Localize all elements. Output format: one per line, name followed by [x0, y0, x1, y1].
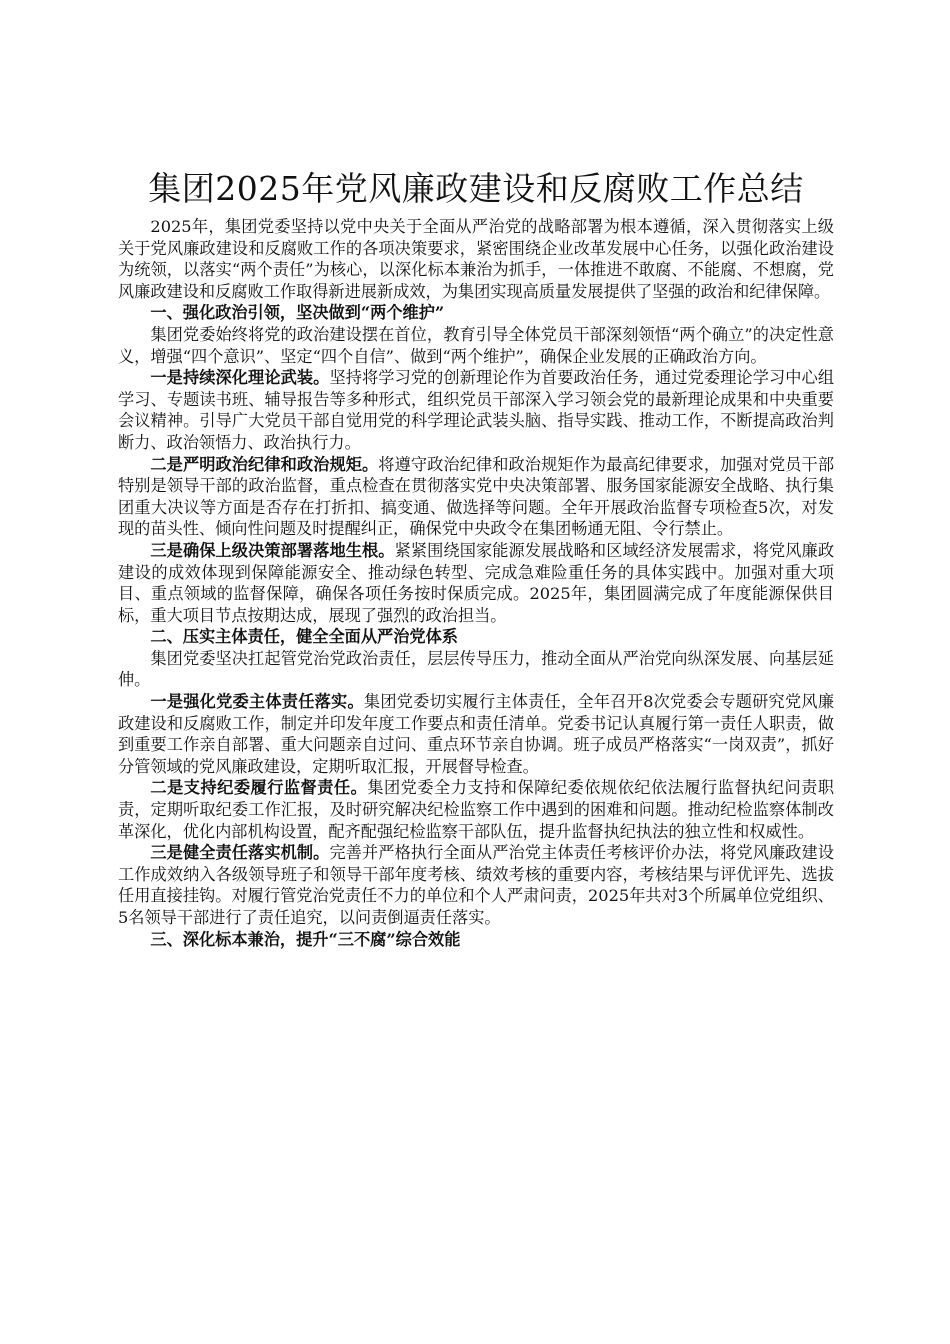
paragraph-text: 集团党委坚决扛起管党治党政治责任，层层传导压力，推动全面从严治党向纵深发展、向基层延伸。 [118, 648, 834, 690]
body-paragraph [118, 691, 834, 777]
paragraph-lead: 二是支持纪委履行监督责任。 [150, 778, 368, 798]
paragraph-lead: 三是确保上级决策部署落地生根。 [150, 540, 395, 560]
section-heading: 二、压实主体责任，健全全面从严治党体系 [150, 627, 458, 647]
paragraph-lead: 二是严明政治纪律和政治规矩。 [150, 454, 379, 474]
document-body [118, 216, 834, 950]
paragraph-text: 2025年，集团党委坚持以党中央关于全面从严治党的战略部署为根本遵循，深入贯彻落实上级关于党风廉政建设和反腐败工作的各项决策要求，紧密围绕企业改革发展中心任务，以强化政治建设为统领，以落实“两个责任”为核心，以深化标本兼治为抓手，一体推进不敢腐、不能腐、不想腐，党风廉政建设和反腐败工作取得新进展新成效，为集团实现高质量发展提供了坚强的政治和纪律保障。 [118, 217, 834, 301]
body-paragraph [118, 648, 834, 691]
paragraph-text: 集团党委全力支持和保障纪委依规依纪依法履行监督执纪问责职责，定期听取纪委工作汇报，及时研究解决纪检监察工作中遇到的困难和问题。推动纪检监察体制改革深化，优化内部机构设置，配齐配强纪检监察干部队伍，提升监督执纪执法的独立性和权威性。 [118, 778, 835, 841]
body-paragraph [118, 777, 834, 842]
body-paragraph [118, 842, 834, 928]
section-heading: 三、深化标本兼治，提升“三不腐”综合效能 [150, 929, 461, 949]
page-title: 集团2025年党风廉政建设和反腐败工作总结 [148, 169, 804, 208]
section-heading: 一、强化政治引领，坚决做到“两个维护” [150, 303, 445, 323]
body-paragraph [118, 367, 834, 453]
paragraph-text: 完善并严格执行全面从严治党主体责任考核评价办法，将党风廉政建设工作成效纳入各级领导班子和领导干部年度考核、绩效考核的重要内容，考核结果与评优评先、选拔任用直接挂钩。对履行管党治党责任不力的单位和个人严肃问责，2025年共对3个所属单位党组织、5名领导干部进行了责任追究，以问责倒逼责任落实。 [118, 843, 835, 927]
body-paragraph [118, 216, 834, 302]
body-paragraph [118, 454, 834, 540]
paragraph-text: 将遵守政治纪律和政治规矩作为最高纪律要求，加强对党员干部特别是领导干部的政治监督，重点检查在贯彻落实党中央决策部署、服务国家能源安全战略、执行集团重大决议等方面是否存在打折扣、搞变通、做选择等问题。全年开展政治监督专项检查5次，对发现的苗头性、倾向性问题及时提醒纠正，确保党中央政令在集团畅通无阻、令行禁止。 [118, 454, 835, 539]
paragraph-lead: 一是持续深化理论武装。 [150, 368, 330, 388]
body-paragraph [118, 324, 834, 367]
paragraph-text: 紧紧围绕国家能源发展战略和区域经济发展需求，将党风廉政建设的成效体现到保障能源安全、推动绿色转型、完成急难险重任务的具体实践中。加强对重大项目、重点领域的监督保障，确保各项任务按时保质完成。2025年，集团圆满完成了年度能源保供目标，重大项目节点按期达成，展现了强烈的政治担当。 [118, 540, 835, 625]
paragraph-text: 集团党委始终将党的政治建设摆在首位，教育引导全体党员干部深刻领悟“两个确立”的决定性意义，增强“四个意识”、坚定“四个自信”、做到“两个维护”，确保企业发展的正确政治方向。 [118, 324, 834, 366]
document-page [118, 168, 834, 950]
paragraph-text: 坚持将学习党的创新理论作为首要政治任务，通过党委理论学习中心组学习、专题读书班、辅导报告等多种形式，组织党员干部深入学习领会党的最新理论成果和中央重要会议精神。引导广大党员干部自觉用党的科学理论武装头脑、指导实践、推动工作，不断提高政治判断力、政治领悟力、政治执行力。 [118, 368, 835, 452]
paragraph-lead: 一是强化党委主体责任落实。 [150, 692, 364, 712]
paragraph-text: 集团党委切实履行主体责任，全年召开8次党委会专题研究党风廉政建设和反腐败工作，制定并印发年度工作要点和责任清单。党委书记认真履行第一责任人职责，做到重要工作亲自部署、重大问题亲自过问、重点环节亲自协调。班子成员严格落实“一岗双责”，抓好分管领域的党风廉政建设，定期听取汇报，开展督导检查。 [118, 692, 835, 776]
paragraph-lead: 三是健全责任落实机制。 [150, 843, 330, 863]
body-paragraph [118, 540, 834, 626]
